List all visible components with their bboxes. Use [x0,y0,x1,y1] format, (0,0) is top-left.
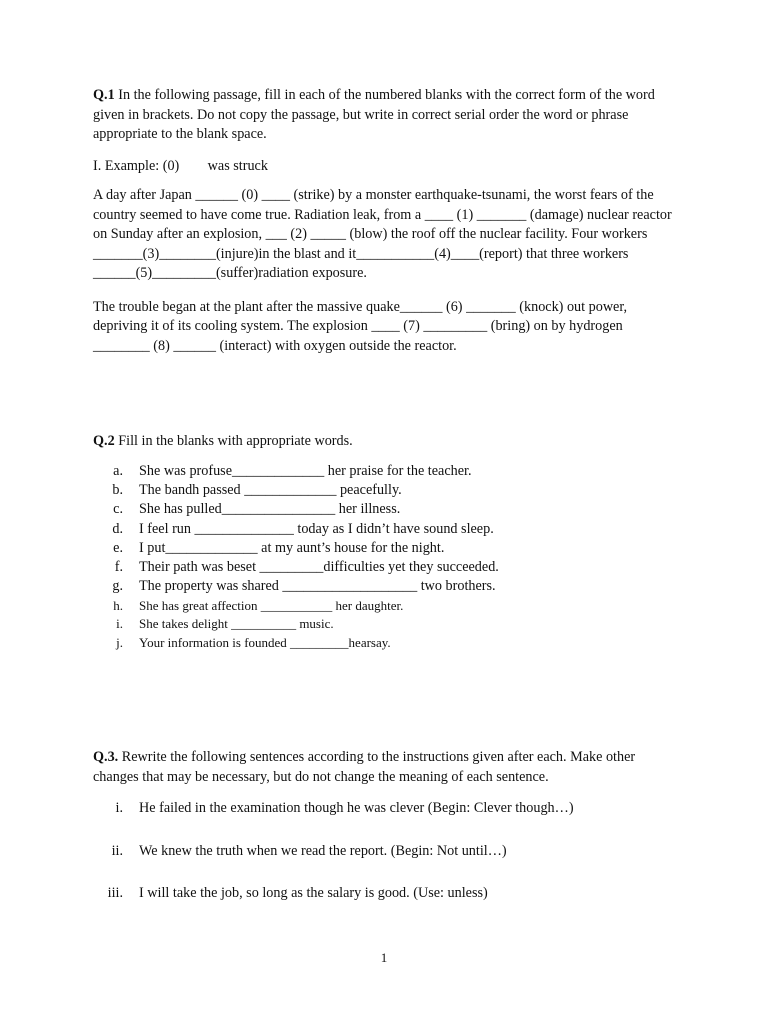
question-3-label: Q.3. [93,749,119,766]
question-1 [93,86,683,356]
list-marker: iii. [107,885,123,902]
list-item [93,500,683,519]
list-marker: i. [116,616,123,632]
list-marker: i. [115,800,123,817]
list-marker: f. [114,559,123,576]
worksheet-page [93,86,683,927]
list-item [93,558,683,577]
list-item-text: He failed in the examination though he was clever (Begin: Clever though…) [139,800,574,817]
list-item-text: The bandh passed _____________ peacefully. [139,481,402,498]
question-1-instruction [93,86,683,145]
list-item [93,481,683,500]
list-item-text: I feel run ______________ today as I didn’t have sound sleep. [139,520,494,537]
list-item [93,539,683,558]
list-item-text: Their path was beset _________difficulties yet they succeeded. [139,559,499,576]
list-marker: g. [112,578,123,595]
list-marker: j. [116,634,123,650]
list-item-text: We knew the truth when we read the report. (Begin: Not until…) [139,842,507,859]
list-item [93,615,683,634]
list-item [93,842,683,862]
passage-paragraph-1: A day after Japan ______ (0) ____ (strike) by a monster earthquake-tsunami, the worst fears of the country seemed to have come true. Radiation leak, from a ____ (1) _______ (damage) nuclear reactor on Sunday after an explosion, ___ (2) _____ (blow) the roof off the nuclear facility. Four workers _______(3)________(injure)in the blast and it___________(4)____(report) that three workers ______(5)_________(suffer)radiation exposure. [93,187,672,281]
list-item-text: The property was shared ___________________ two brothers. [139,578,496,595]
list-item-text: She was profuse_____________ her praise for the teacher. [139,462,472,479]
question-2-text: Fill in the blanks with appropriate words. [114,433,353,450]
list-marker: d. [112,520,123,537]
question-3 [93,748,683,904]
list-item-text: Your information is founded _________hearsay. [139,634,391,650]
list-item [93,520,683,539]
list-item [93,597,683,616]
question-2-instruction [93,432,683,452]
list-marker: c. [113,501,123,518]
question-2 [93,432,683,652]
list-item [93,799,683,819]
list-item [93,884,683,904]
list-marker: a. [113,462,123,479]
question-1-label: Q.1 [93,87,115,103]
list-marker: b. [112,481,123,498]
list-marker: e. [113,539,123,556]
list-marker: h. [113,597,123,613]
list-marker: ii. [111,842,123,859]
rewrite-list [93,799,683,904]
question-2-label: Q.2 [93,433,115,450]
question-3-text: Rewrite the following sentences according to the instructions given after each. Make other changes that may be necessary, but do not change the meaning of each sentence. [93,749,636,785]
list-item-text: She takes delight __________ music. [139,616,334,632]
list-item [93,577,683,596]
list-item-text: She has great affection ___________ her daughter. [139,597,404,613]
list-item-text: She has pulled________________ her illness. [139,501,401,518]
example-line: I. Example: (0) was struck [93,157,268,174]
page-number: 1 [380,950,388,965]
question-3-instruction [93,748,683,787]
fill-blanks-list [93,462,683,653]
list-item-text: I will take the job, so long as the salary is good. (Use: unless) [139,885,488,902]
passage-paragraph-2: The trouble began at the plant after the massive quake______ (6) _______ (knock) out power, depriving it of its cooling system. The explosion ____ (7) _________ (bring) on by hydrogen ________ (8) ______ (interact) with oxygen outside the reactor. [93,298,628,354]
list-item [93,462,683,481]
list-item-text: I put_____________ at my aunt’s house for the night. [139,539,445,556]
list-item [93,634,683,653]
question-1-text: In the following passage, fill in each of the numbered blanks with the correct form of the word given in brackets. Do not copy the passage, but write in correct serial order the word or phrase appropriate to the blank space. [93,87,655,142]
